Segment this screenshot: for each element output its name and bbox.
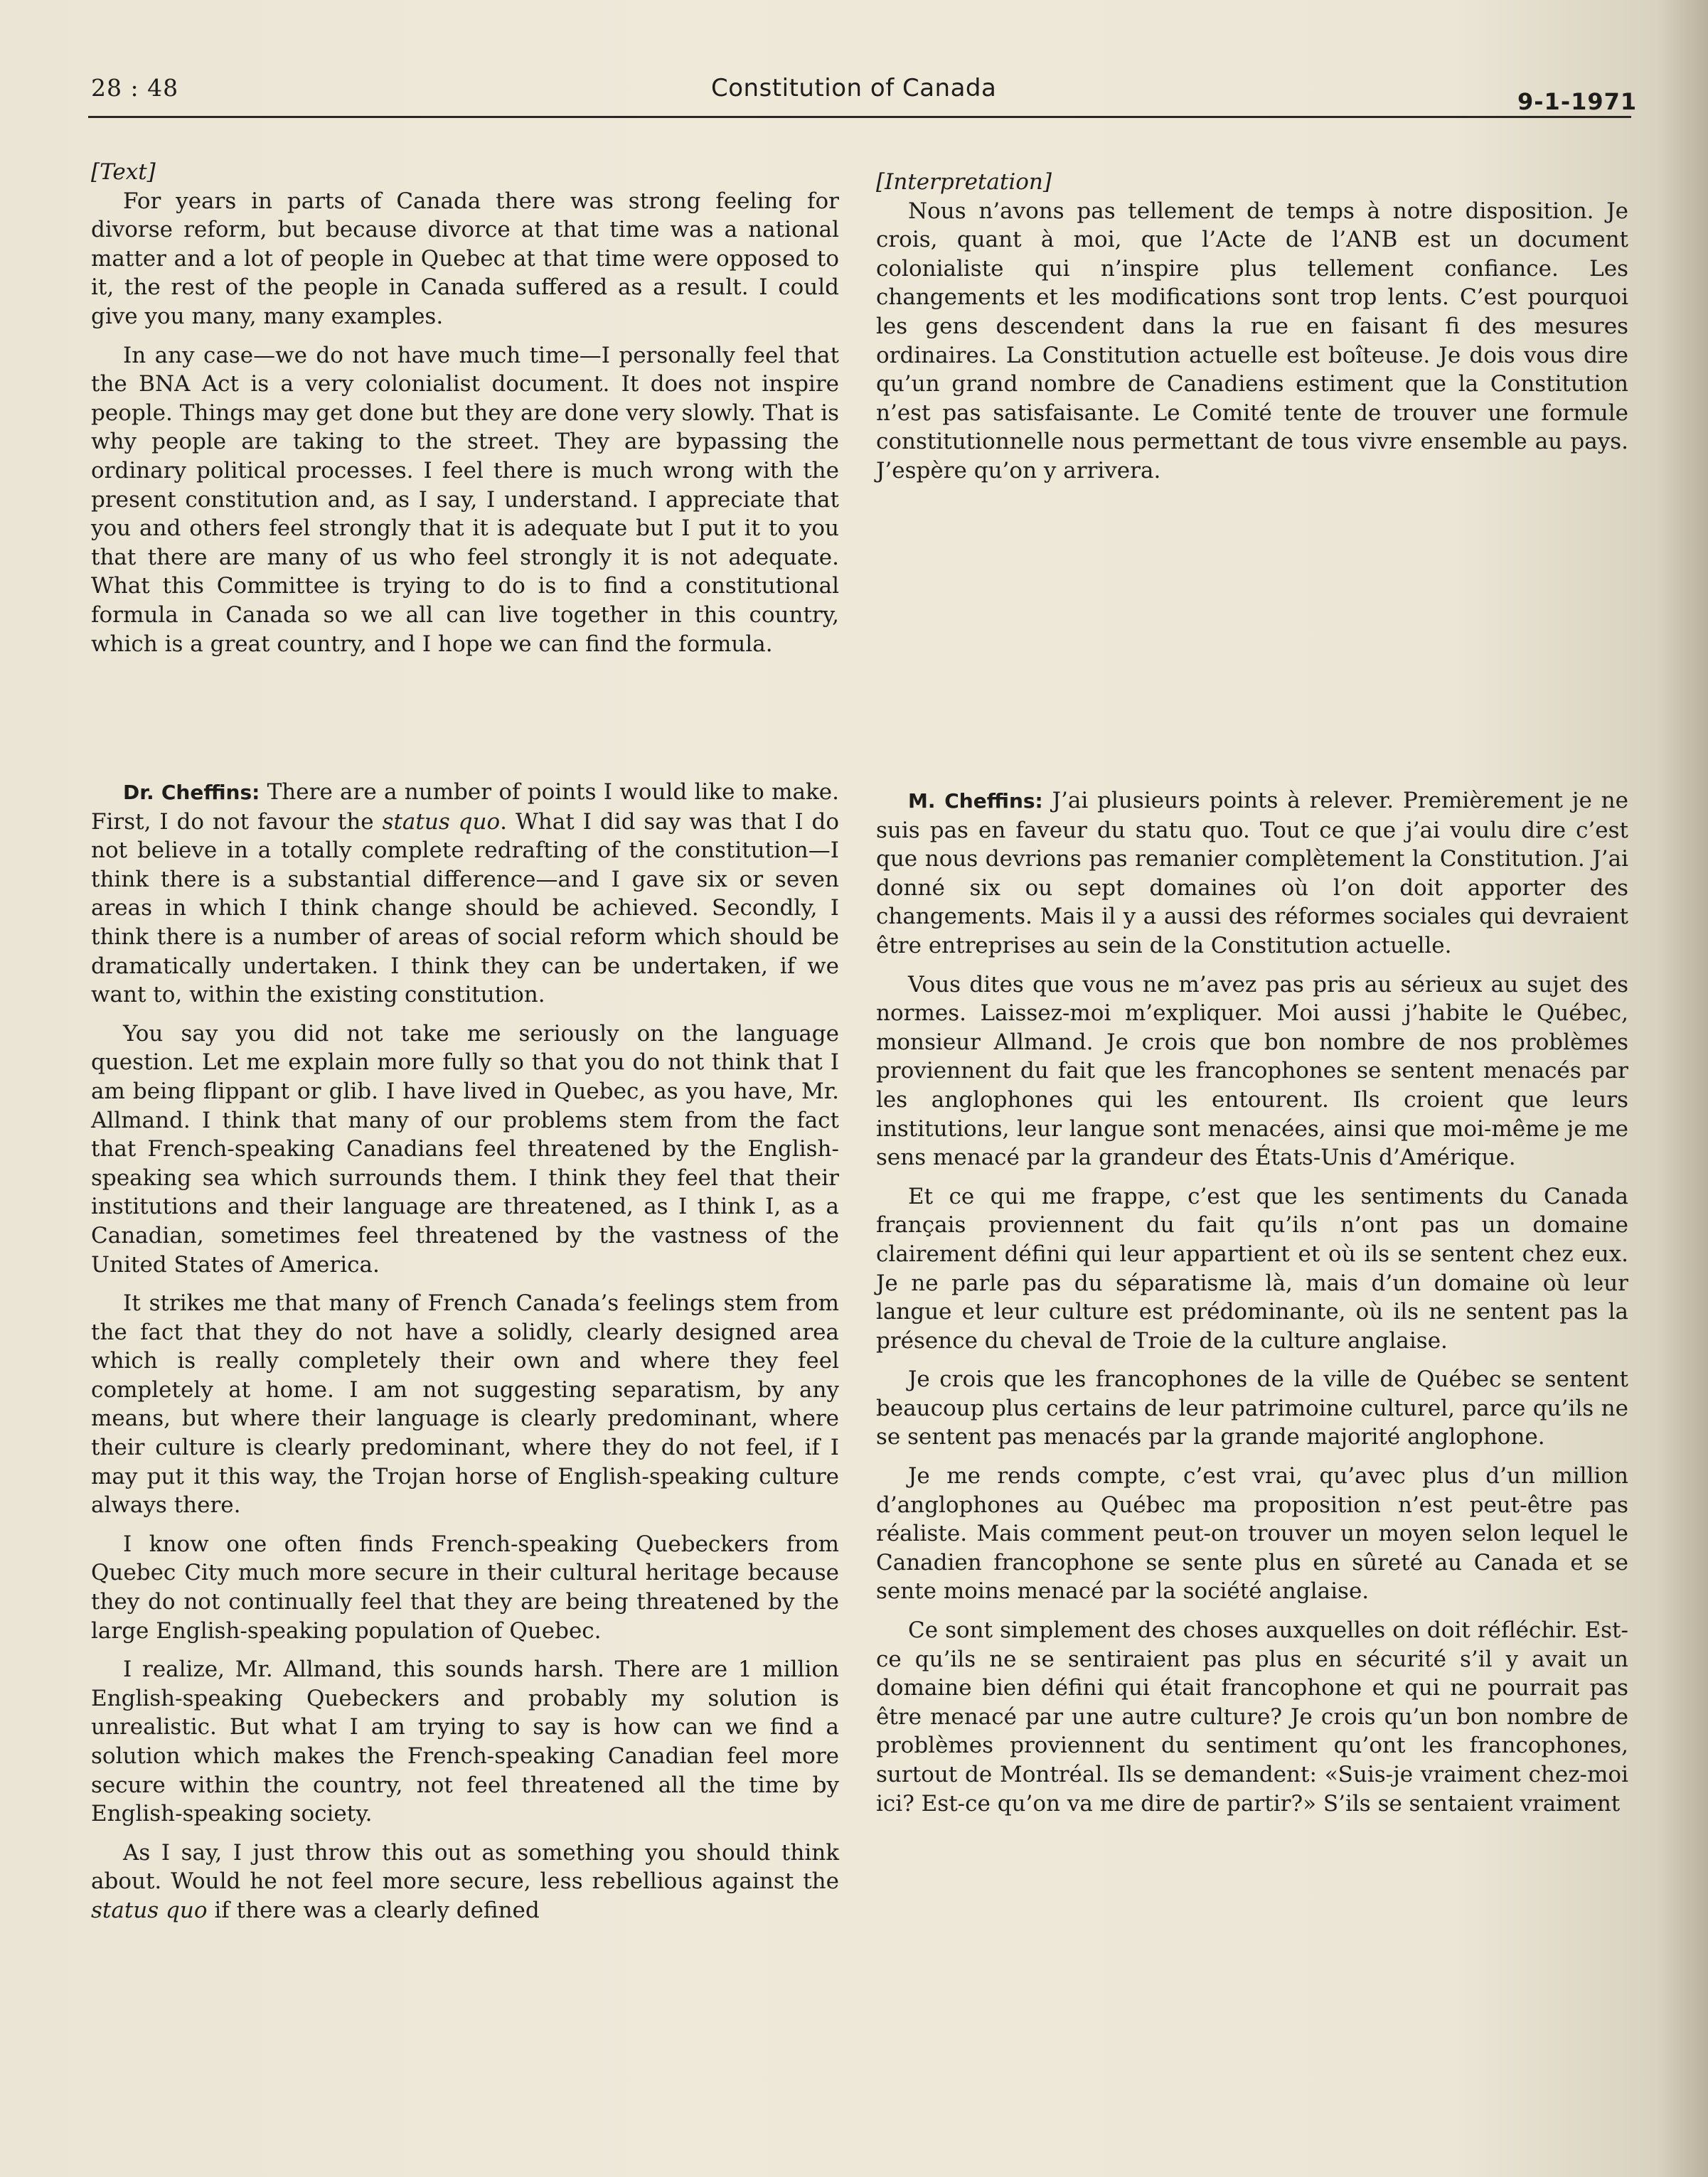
speaker-name: Dr. Cheffins: bbox=[123, 781, 260, 804]
paragraph: In any case—we do not have much time—I personally feel that the BNA Act is a very colonialist document. It does not inspire people. Things may get done but they are done very slowly. That is why people are taking to the street. They are bypassing the ordinary political processes. I feel there is much wrong with the present constitution and, as I say, I understand. I appreciate that you and others feel strongly that it is adequate but I put it to you that there are many of us who feel strongly it is not adequate. What this Committee is trying to do is to find a constitutional formula in Canada so we all can live together in this country, which is a great country, and I hope we can find the formula. bbox=[91, 342, 839, 657]
french-column bbox=[876, 168, 1628, 486]
header-rule bbox=[88, 116, 1631, 118]
paragraph: M. Cheffins: J’ai plusieurs points à relever. Premièrement je ne suis pas en faveur du statu quo. Tout ce que j’ai voulu dire c’est que nous devrions pas remanier complètement la Constitution. J’ai donné six ou sept domaines où l’on doit apporter des changements. Mais il y a aussi des réformes sociales qui devraient être entreprises au sein de la Constitution actuelle. bbox=[876, 788, 1628, 958]
paragraph: Je crois que les francophones de la ville de Québec se sentent beaucoup plus certains de leur patrimoine culturel, parce qu’ils ne se sentent pas menacés par la grande majorité anglophone. bbox=[876, 1366, 1628, 1450]
french-column-cheffins bbox=[876, 786, 1628, 1818]
paragraph: Nous n’avons pas tellement de temps à notre disposition. Je crois, quant à moi, que l’Acte de l’ANB est un document colonialiste qui n’inspire plus tellement confiance. Les changements et les modifications sont trop lents. C’est pourquoi les gens descendent dans la rue en faisant fi des mesures ordinaires. La Constitution actuelle est boîteuse. Je dois vous dire qu’un grand nombre de Canadiens estiment que la Constitution n’est pas satisfaisante. Le Comité tente de trouver une formule constitutionnelle nous permettant de tous vivre ensemble au pays. J’espère qu’on y arrivera. bbox=[876, 198, 1628, 483]
paragraph: I know one often finds French-speaking Quebeckers from Quebec City much more secure in their cultural heritage because they do not continually feel that they are being threatened by the large English-speaking population of Quebec. bbox=[91, 1531, 839, 1644]
page-number: 28 : 48 bbox=[91, 74, 179, 102]
paragraph: As I say, I just throw this out as something you should think about. Would he not feel more secure, less rebellious against the status quo if there was a clearly defined bbox=[91, 1839, 839, 1923]
paragraph: For years in parts of Canada there was strong feeling for divorse reform, but because divorce at that time was a national matter and a lot of people in Quebec at that time were opposed to it, the rest of the people in Canada suffered as a result. I could give you many, many examples. bbox=[91, 188, 839, 329]
english-column-cheffins bbox=[91, 778, 839, 1925]
paragraph: Vous dites que vous ne m’avez pas pris au sérieux au sujet des normes. Laissez-moi m’expliquer. Moi aussi j’habite le Québec, monsieur Allmand. Je crois que bon nombre de nos problèmes proviennent du fait que les francophones se sentent menacés par les anglophones qui les entourent. Ils croient que leurs institutions, leur langue sont menacées, ainsi que moi-même je me sens menacé par la grandeur des États-Unis d’Amérique. bbox=[876, 971, 1628, 1171]
english-column bbox=[91, 158, 839, 658]
paragraph: It strikes me that many of French Canada’s feelings stem from the fact that they do not have a solidly, clearly designed area which is really completely their own and where they feel completely at home. I am not suggesting separatism, by any means, but where their language is clearly predominant, where their culture is clearly predominant, where they do not feel, if I may put it this way, the Trojan horse of English-speaking culture always there. bbox=[91, 1290, 839, 1519]
page-date: 9-1-1971 bbox=[1517, 88, 1638, 115]
interpretation-label: [Interpretation] bbox=[876, 169, 1052, 195]
speaker-name: M. Cheffins: bbox=[908, 789, 1043, 813]
paragraph: Dr. Cheffins: There are a number of points I would like to make. First, I do not favour the status quo. What I did say was that I do not believe in a totally complete redrafting of the constitution—I think there is a substantial difference—and I gave six or seven areas in which I think change should be achieved. Secondly, I think there is a number of areas of social reform which should be dramatically undertaken. I think they can be undertaken, if we want to, within the existing constitution. bbox=[91, 779, 839, 1008]
text-label: [Text] bbox=[91, 159, 156, 185]
paragraph: Et ce qui me frappe, c’est que les sentiments du Canada français proviennent du fait qu’ils n’ont pas un domaine clairement défini qui leur appartient et où ils se sentent chez eux. Je ne parle pas du séparatisme là, mais d’un domaine où leur langue et leur culture est prédominante, où ils ne sentent pas la présence du cheval de Troie de la culture anglaise. bbox=[876, 1183, 1628, 1354]
paragraph: Je me rends compte, c’est vrai, qu’avec plus d’un million d’anglophones au Québec ma proposition n’est peut-être pas réaliste. Mais comment peut-on trouver un moyen selon lequel le Canadien francophone se sente plus en sûreté au Canada et se sente moins menacé par la société anglaise. bbox=[876, 1463, 1628, 1605]
running-title: Constitution of Canada bbox=[711, 74, 997, 102]
paragraph: Ce sont simplement des choses auxquelles on doit réfléchir. Est-ce qu’ils ne se sentiraient pas plus en sécurité s’il y avait un domaine bien défini qui était francophone et qui ne pourrait pas être menacé par une autre culture? Je crois qu’un bon nombre de problèmes proviennent du sentiment qu’ont les francophones, surtout de Montréal. Ils se demandent: «Suis-je vraiment chez-moi ici? Est-ce qu’on va me dire de partir?» S’ils se sentaient vraiment bbox=[876, 1617, 1628, 1817]
paragraph: You say you did not take me seriously on the language question. Let me explain more fully so that you do not think that I am being flippant or glib. I have lived in Quebec, as you have, Mr. Allmand. I think that many of our problems stem from the fact that French-speaking Canadians feel threatened by the English-speaking sea which surrounds them. I think they feel that their institutions and their language are threatened, as I think I, as a Canadian, sometimes feel threatened by the vastness of the United States of America. bbox=[91, 1020, 839, 1278]
paragraph: I realize, Mr. Allmand, this sounds harsh. There are 1 million English-speaking Quebeckers and probably my solution is unrealistic. But what I am trying to say is how can we find a solution which makes the French-speaking Canadian feel more secure within the country, not feel threatened all the time by English-speaking society. bbox=[91, 1657, 839, 1827]
